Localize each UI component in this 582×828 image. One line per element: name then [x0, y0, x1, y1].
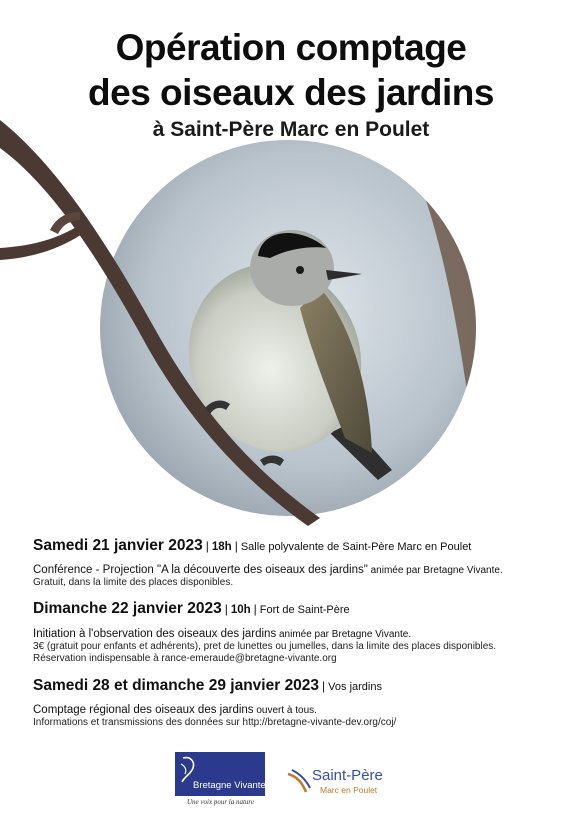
saint-pere-name: Saint-Père: [312, 767, 383, 784]
bretagne-vivante-logo: [175, 752, 265, 810]
bird-photo: [0, 108, 582, 528]
separator: |: [322, 679, 326, 693]
separator: |: [224, 602, 228, 616]
saint-pere-subname: Marc en Poulet: [320, 785, 378, 795]
event-3-date: Samedi 28 et dimanche 29 janvier 2023: [33, 677, 320, 694]
bretagne-vivante-logo-box: [175, 752, 265, 796]
event-1-detail: Gratuit, dans la limite des places disponibles.: [33, 577, 234, 588]
event-3-title: [33, 703, 317, 718]
saint-pere-logo: [286, 766, 406, 802]
event-1-title: [33, 563, 503, 578]
poster-title-line-2: des oiseaux des jardins: [88, 72, 494, 113]
event-1-title-main: Conférence - Projection "A la découverte des oiseaux des jardins": [33, 564, 368, 576]
event-1-time: 18h: [211, 541, 232, 553]
event-2-date: Dimanche 22 janvier 2023: [33, 600, 222, 617]
event-3-place: Vos jardins: [328, 681, 382, 693]
event-2-time: 10h: [230, 604, 251, 616]
separator: |: [205, 539, 209, 553]
event-1-title-rest: animée par Bretagne Vivante.: [367, 565, 503, 576]
bretagne-vivante-tagline: Une voix pour la nature: [187, 798, 255, 806]
event-2-detail-1: 3€ (gratuit pour enfants et adhérents), pret de lunettes ou jumelles, dans la limite des places disponibles.: [33, 641, 497, 652]
event-1-place: Salle polyvalente de Saint-Père Marc en Poulet: [240, 541, 472, 553]
event-2-title-rest: animée par Bretagne Vivante.: [276, 629, 412, 640]
poster-subtitle: à Saint-Père Marc en Poulet: [152, 118, 430, 141]
event-1-header: [33, 538, 471, 555]
poster-title-line-1: Opération comptage: [115, 27, 467, 68]
bretagne-vivante-name: Bretagne Vivante: [193, 780, 266, 791]
event-2-detail-2: Réservation indispensable à rance-emeraude@bretagne-vivante.org: [33, 653, 337, 664]
event-2-title-main: Initiation à l'observation des oiseaux des jardins: [33, 628, 277, 640]
separator: |: [234, 539, 238, 553]
event-3-title-rest: ouvert à tous.: [253, 705, 317, 716]
event-1-date: Samedi 21 janvier 2023: [33, 537, 203, 554]
event-2-header: [33, 601, 350, 618]
event-2-place: Fort de Saint-Père: [259, 604, 350, 616]
event-3-header: [33, 678, 382, 695]
event-3-detail: Informations et transmissions des données sur http://bretagne-vivante-dev.org/coj/: [33, 717, 397, 728]
separator: |: [253, 602, 257, 616]
event-2-title: [33, 627, 411, 642]
event-3-title-main: Comptage régional des oiseaux des jardins: [33, 704, 254, 716]
